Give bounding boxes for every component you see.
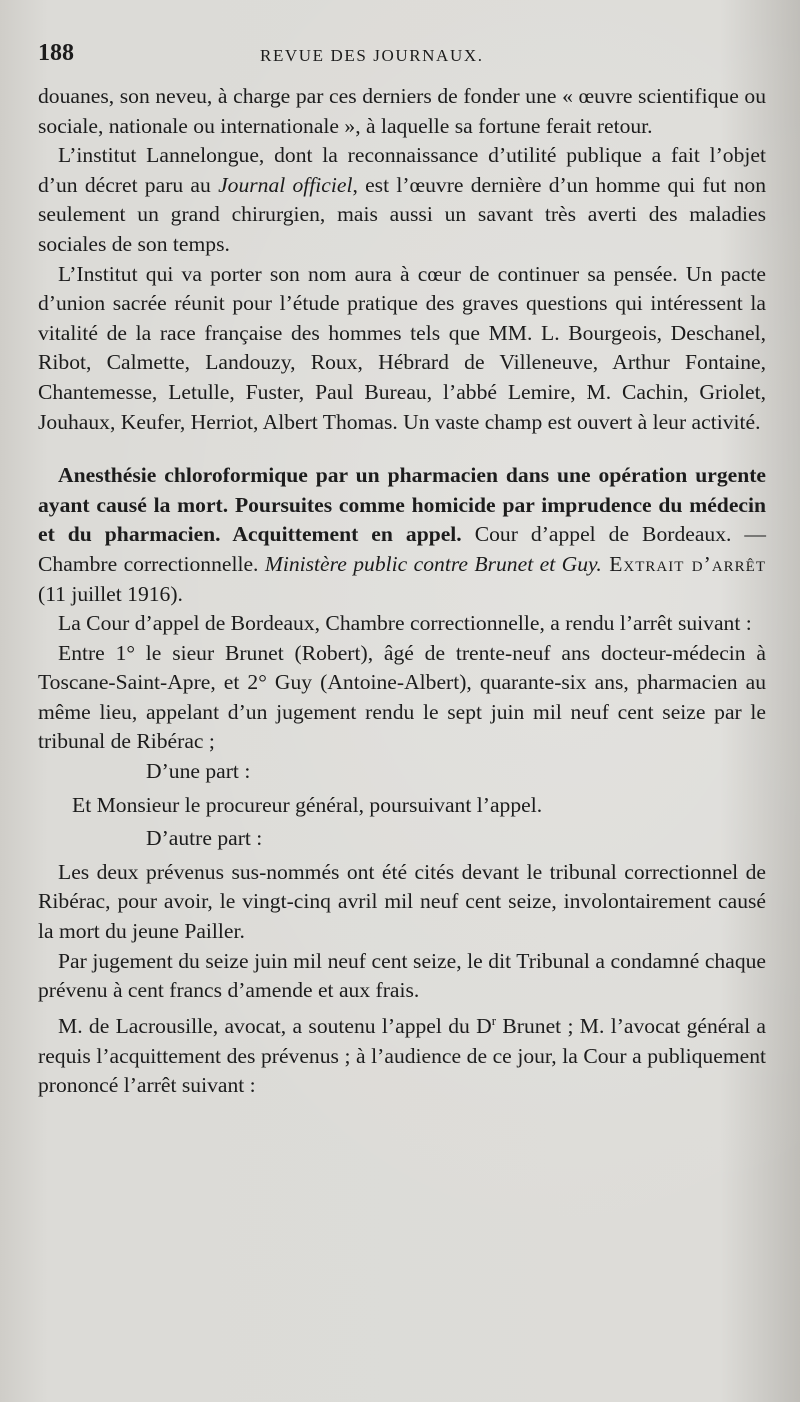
article-title: Anesthésie chloroformique par un pharmacien dans une opération urgente ayant causé la mort. Poursuites comme homicide par imprudence du médecin et du pharmacien. Acquittement en appel. — [38, 463, 766, 547]
paragraph-prevenus: Les deux prévenus sus-nommés ont été cités devant le tribunal correctionnel de Ribérac, pour avoir, le vingt-cinq avril mil neuf cent seize, involontairement causé la mort du jeune Pailler. — [38, 859, 766, 944]
superscript: r — [491, 1012, 497, 1028]
paragraph-text: L’institut Lannelongue, dont la reconnaissance d’utilité publique a fait l’objet d’un décret paru au — [38, 143, 766, 197]
paragraph-text: M. de Lacrousille, avocat, a soutenu l’appel du D — [58, 1014, 492, 1038]
body-text — [38, 82, 766, 1101]
running-head: REVUE DES JOURNAUX. — [260, 46, 484, 65]
page-header — [38, 40, 766, 74]
line-procureur: Et Monsieur le procureur général, poursuivant l’appel. — [72, 792, 543, 817]
paragraph-text: Brunet ; M. l’avocat général a requis l’acquittement des prévenus ; à l’audience de ce jour, la Cour a publiquement prononcé l’arrêt suivant : — [38, 1014, 767, 1098]
article-extrait: Extrait d’arrêt — [601, 551, 766, 576]
page-number: 188 — [38, 40, 74, 66]
paragraph-text: , est l’œuvre dernière d’un homme qui fut non seulement un grand chirurgien, mais aussi un savant très averti des maladies sociales de son temps. — [38, 172, 767, 256]
paragraph-continuation: douanes, son neveu, à charge par ces derniers de fonder une « œuvre scientifique ou sociale, nationale ou internationale », à laquelle sa fortune ferait retour. — [38, 84, 766, 138]
article-heading — [38, 461, 766, 609]
article-date: (11 juillet 1916). — [38, 581, 183, 606]
paragraph-jugement: Par jugement du seize juin mil neuf cent seize, le dit Tribunal a condamné chaque prévenu à cent francs d’amende et aux frais. — [38, 948, 766, 1003]
line-dautre-part: D’autre part : — [146, 826, 263, 851]
line-dune-part: D’une part : — [146, 759, 251, 784]
paragraph-entre: Entre 1° le sieur Brunet (Robert), âgé de trente-neuf ans docteur-médecin à Toscane-Saint-Apre, et 2° Guy (Antoine-Albert), quarante-six ans, pharmacien au même lieu, appelant d’un jugement rendu le sept juin mil neuf cent seize par le tribunal de Ribérac ; — [38, 640, 766, 754]
journal-title: Journal officiel — [218, 172, 353, 197]
article-court: Cour d’appel de Bordeaux. — Chambre correctionnelle. — [38, 522, 766, 576]
paragraph-institut-pensee: L’Institut qui va porter son nom aura à cœur de continuer sa pensée. Un pacte d’union sacrée réunit pour l’étude pratique des graves questions qui intéressent la vitalité de la race française des hommes tels que MM. L. Bourgeois, Deschanel, Ribot, Calmette, Landouzy, Roux, Hébrard de Villeneuve, Arthur Fontaine, Chantemesse, Letulle, Fuster, Paul Bureau, l’abbé Lemire, M. Cachin, Griolet, Jouhaux, Keufer, Herriot, Albert Thomas. Un vaste champ est ouvert à leur activité. — [38, 261, 766, 434]
paragraph-appel — [38, 1006, 766, 1101]
paragraph-institut-lannelongue — [38, 141, 766, 259]
paragraph-cour-arret: La Cour d’appel de Bordeaux, Chambre correctionnelle, a rendu l’arrêt suivant : — [58, 611, 752, 636]
article-parties: Ministère public contre Brunet et Guy. — [264, 551, 602, 576]
